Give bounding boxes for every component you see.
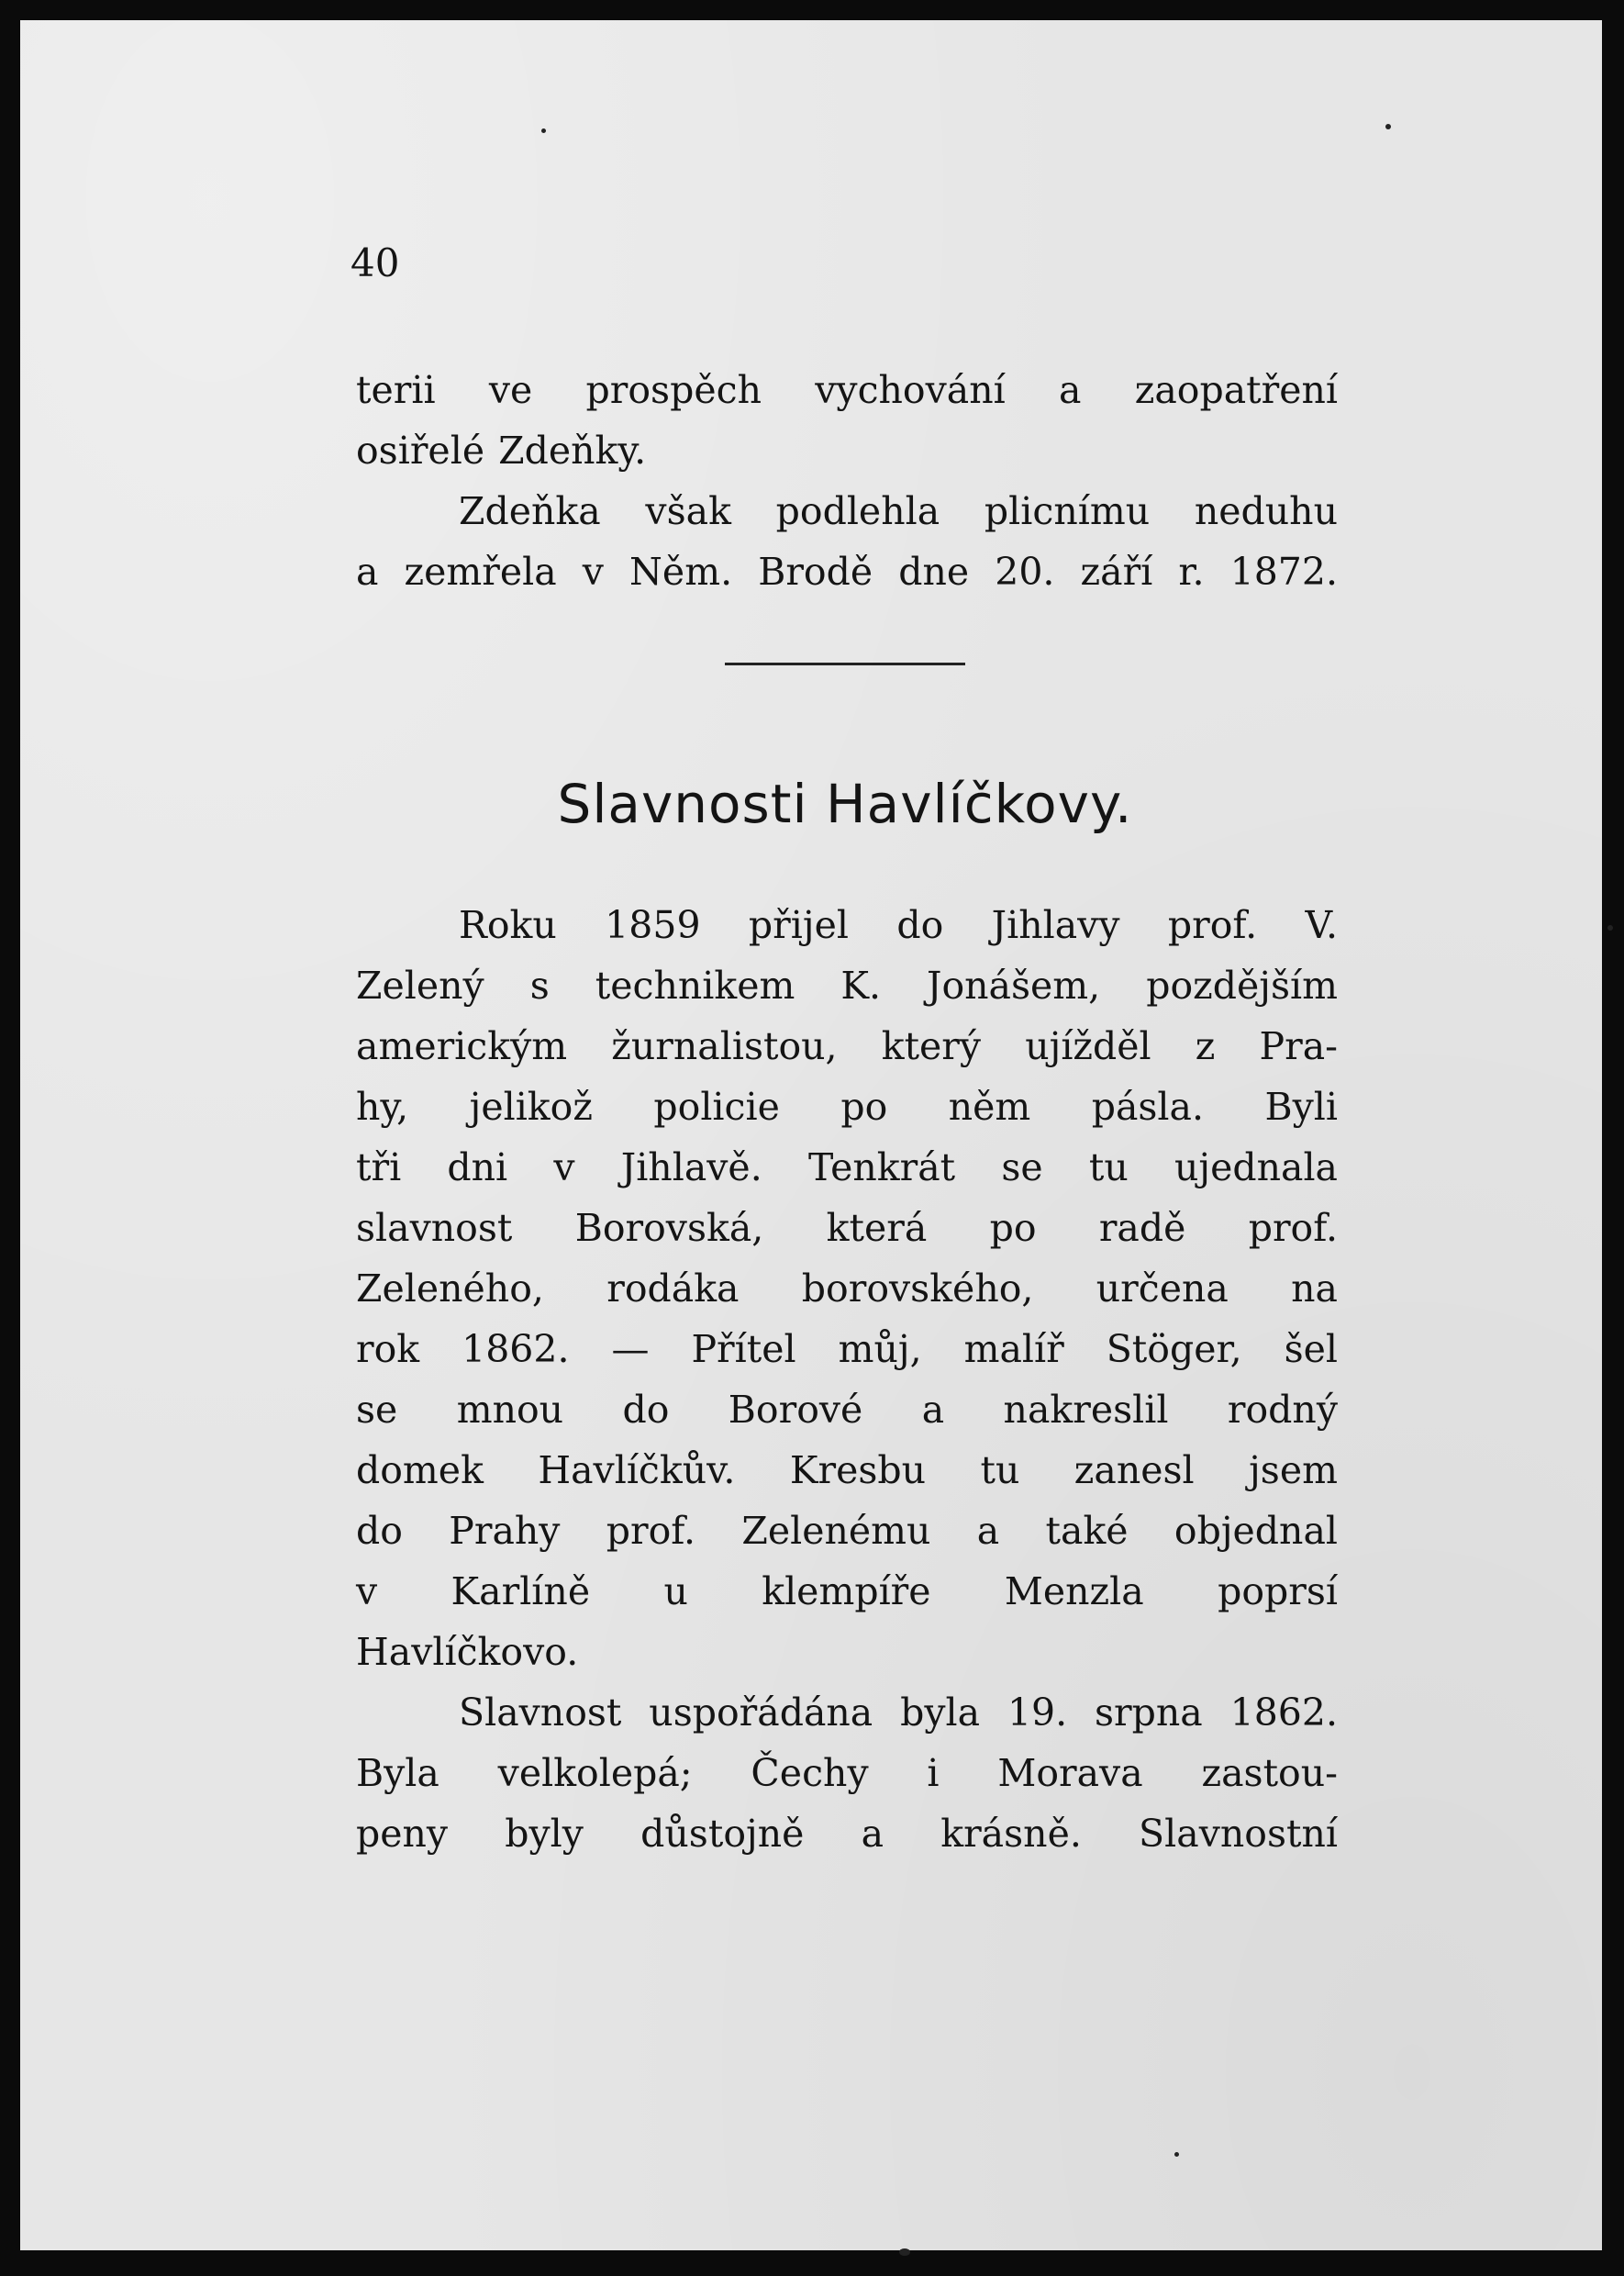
text-line: rok 1862. — Přítel můj, malíř Stöger, šel	[356, 1327, 1338, 1371]
text-line: v Karlíně u klempíře Menzla poprsí	[356, 1569, 1338, 1613]
text-line: tři dni v Jihlavě. Tenkrát se tu ujednala	[356, 1145, 1338, 1189]
scan-speck	[1607, 925, 1613, 931]
text-line: se mnou do Borové a nakreslil rodný	[356, 1388, 1338, 1432]
text-line: Slavnost uspořádána byla 19. srpna 1862.	[459, 1690, 1338, 1735]
text-line: domek Havlíčkův. Kresbu tu zanesl jsem	[356, 1448, 1338, 1492]
text-line: americkým žurnalistou, který ujížděl z Pra-	[356, 1024, 1338, 1068]
page-edge-shadow	[1604, 0, 1624, 2276]
text-line: Zelený s technikem K. Jonášem, pozdějším	[356, 964, 1338, 1008]
section-title: Slavnosti Havlíčkovy.	[557, 773, 1133, 835]
text-line: peny byly důstojně a krásně. Slavnostní	[356, 1812, 1338, 1856]
scan-speck	[1174, 2152, 1179, 2157]
text-line: Zeleného, rodáka borovského, určena na	[356, 1266, 1338, 1311]
text-line: Roku 1859 přijel do Jihlavy prof. V.	[459, 903, 1338, 947]
text-line: slavnost Borovská, která po radě prof.	[356, 1206, 1338, 1250]
text-line: osiřelé Zdeňky.	[356, 429, 647, 473]
text-line: terii ve prospěch vychování a zaopatření	[356, 368, 1338, 412]
page-number: 40	[350, 240, 400, 285]
text-line: hy, jelikož policie po něm pásla. Byli	[356, 1085, 1338, 1129]
section-divider	[725, 663, 965, 665]
scan-speck	[1385, 124, 1391, 129]
text-line: a zemřela v Něm. Brodě dne 20. září r. 1872.	[356, 550, 1338, 594]
text-line: Zdeňka však podlehla plicnímu neduhu	[459, 489, 1338, 533]
text-line: do Prahy prof. Zelenému a také objednal	[356, 1509, 1338, 1553]
text-line: Havlíčkovo.	[356, 1630, 579, 1674]
scan-speck	[899, 2248, 910, 2256]
text-line: Byla velkolepá; Čechy i Morava zastou-	[356, 1751, 1338, 1795]
scan-speck	[541, 128, 546, 133]
